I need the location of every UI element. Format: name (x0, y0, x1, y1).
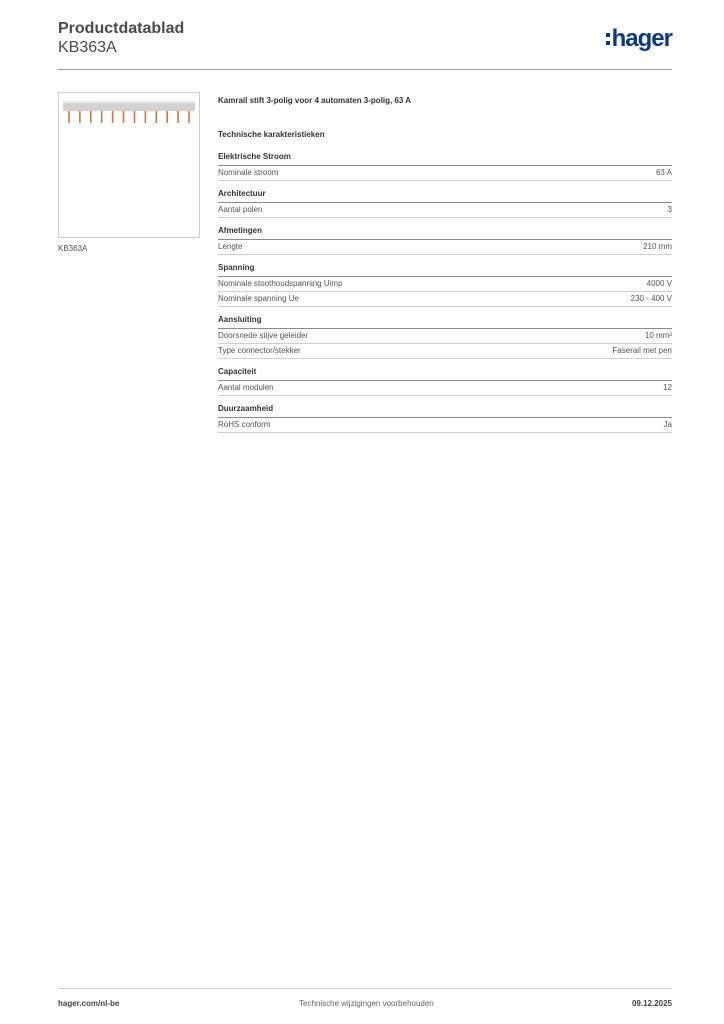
product-description: Kamrail stift 3-polig voor 4 automaten 3-polig, 63 A (218, 96, 412, 105)
spec-content (218, 96, 672, 441)
spec-section (218, 189, 672, 218)
section-header: Elektrische Stroom (218, 152, 672, 166)
product-code: KB363A (58, 39, 117, 56)
spec-section (218, 404, 672, 433)
product-image (58, 92, 200, 238)
busbar-pin (188, 111, 190, 123)
spec-row (218, 277, 672, 292)
section-header: Architectuur (218, 189, 672, 203)
busbar-pin (112, 111, 114, 123)
spec-label: Type connector/stekker (218, 346, 301, 355)
spec-row (218, 344, 672, 359)
logo-text: hager (611, 25, 672, 52)
spec-label: Aantal polen (218, 205, 263, 214)
spec-row (218, 329, 672, 344)
busbar-pin (123, 111, 125, 123)
spec-label: Doorsnede stijve geleider (218, 331, 309, 340)
spec-heading: Technische karakteristieken (218, 130, 325, 139)
spec-value: 210 mm (643, 242, 672, 251)
busbar-pin (68, 111, 70, 123)
spec-value: 3 (667, 205, 672, 214)
busbar-pin (79, 111, 81, 123)
busbar-pin (145, 111, 147, 123)
footer-website[interactable]: hager.com/nl-be (58, 999, 120, 1008)
spec-label: Nominale spanning Ue (218, 294, 299, 303)
spec-value: 230 - 400 V (630, 294, 672, 303)
spec-row (218, 418, 672, 433)
spec-value: 4000 V (646, 279, 672, 288)
spec-label: Nominale stroom (218, 168, 279, 177)
spec-value: 10 mm² (644, 331, 672, 340)
hager-logo (606, 26, 672, 52)
section-header: Aansluiting (218, 315, 672, 329)
section-header: Spanning (218, 263, 672, 277)
spec-label: RoHS conform (218, 420, 271, 429)
page-header (58, 20, 672, 70)
spec-row (218, 203, 672, 218)
spec-value: 63 A (655, 168, 672, 177)
spec-section (218, 263, 672, 307)
busbar-pin (156, 111, 158, 123)
busbar-pin (101, 111, 103, 123)
section-header: Capaciteit (218, 367, 672, 381)
spec-label: Nominale stoothoudspanning Uimp (218, 279, 343, 288)
logo-dots-icon (606, 33, 610, 45)
spec-section (218, 152, 672, 181)
footer-divider (58, 988, 672, 989)
spec-row (218, 240, 672, 255)
page-title: Productdatablad (58, 20, 185, 37)
section-header: Duurzaamheid (218, 404, 672, 418)
busbar-pin (90, 111, 92, 123)
spec-value: 12 (663, 383, 672, 392)
spec-label: Aantal modulen (218, 383, 274, 392)
spec-section (218, 367, 672, 396)
spec-row (218, 166, 672, 181)
spec-sections (218, 152, 672, 433)
spec-label: Lengte (218, 242, 243, 251)
busbar-image (59, 93, 199, 237)
section-header: Afmetingen (218, 226, 672, 240)
spec-section (218, 226, 672, 255)
footer-notice: Technische wijzigingen voorbehouden (299, 999, 434, 1008)
spec-value: Ja (663, 420, 672, 429)
spec-value: Faserail met pen (612, 346, 672, 355)
busbar-pin (177, 111, 179, 123)
busbar-pin (166, 111, 168, 123)
footer-date: 09.12.2025 (631, 999, 672, 1008)
header-divider (58, 69, 672, 70)
busbar-pin (134, 111, 136, 123)
spec-row (218, 292, 672, 307)
spec-section (218, 315, 672, 359)
spec-row (218, 381, 672, 396)
image-caption: KB363A (58, 244, 88, 253)
